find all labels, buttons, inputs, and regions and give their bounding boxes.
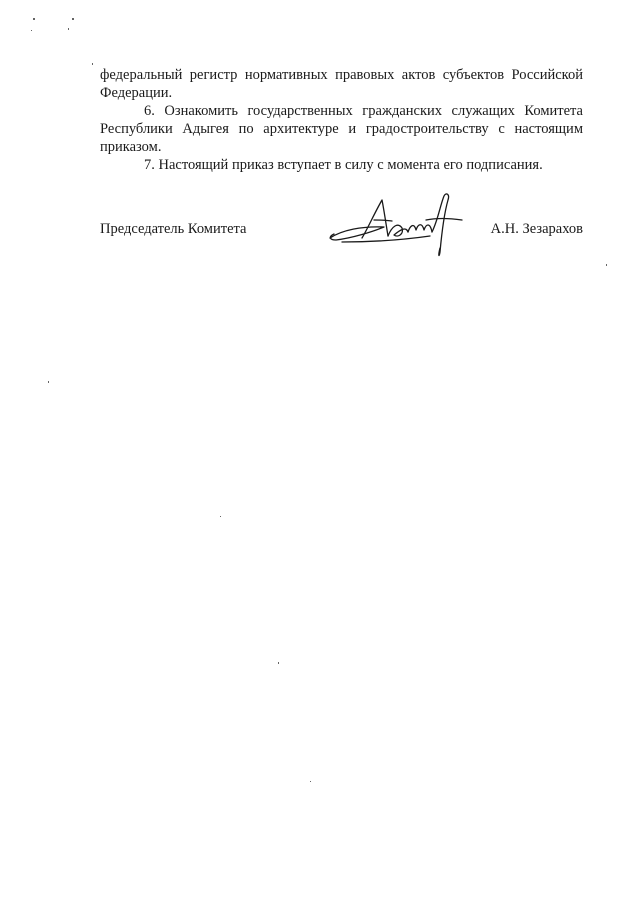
text-line: Федерации. [100, 85, 173, 101]
text-line: 6. Ознакомить государственных гражданских служащих Комитета [144, 103, 583, 119]
text-line: приказом. [100, 139, 162, 155]
scan-speck [68, 28, 69, 30]
text-line: федеральный регистр нормативных правовых актов субъектов Российской [100, 67, 583, 83]
text-line: Республики Адыгея по архитектуре и градостроительству с настоящим [100, 121, 583, 137]
scan-speck [31, 30, 32, 31]
scan-speck [33, 18, 35, 20]
scan-speck [220, 516, 221, 517]
text-line: 7. Настоящий приказ вступает в силу с момента его подписания. [144, 157, 543, 173]
scan-speck [92, 63, 93, 65]
signatory-title: Председатель Комитета [100, 221, 247, 237]
scan-speck [48, 381, 49, 383]
scan-speck [310, 781, 311, 782]
handwritten-signature [322, 190, 472, 260]
scan-speck [72, 18, 74, 20]
document-body [100, 66, 583, 174]
scan-speck [606, 264, 607, 266]
scan-speck [278, 662, 279, 664]
signatory-name: А.Н. Зезарахов [490, 221, 583, 237]
